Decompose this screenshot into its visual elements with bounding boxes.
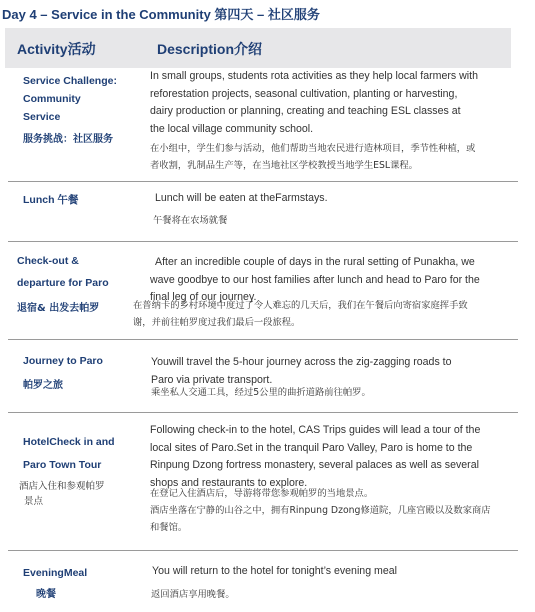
activity-column-header: Activity活动 bbox=[17, 41, 96, 57]
row-5-activity-line-2: Paro Town Tour bbox=[23, 459, 102, 471]
row-1-desc-zh-line-1: 在小组中，学生们参与活动，他们帮助当地农民进行造林项目，季节性种植，或 bbox=[150, 143, 476, 154]
row-6-description-zh: 返回酒店享用晚餐。 bbox=[151, 589, 235, 600]
row-2-activity: Lunch 午餐 bbox=[23, 194, 79, 206]
row-5-activity-zh-line-1: 酒店入住和参观帕罗 bbox=[19, 481, 105, 492]
row-5-desc-line-1: Following check-in to the hotel, CAS Trips guides will lead a tour of the bbox=[150, 424, 481, 436]
row-5-description-zh bbox=[150, 485, 491, 536]
row-4-activity-zh: 帕罗之旅 bbox=[23, 380, 63, 391]
row-divider bbox=[8, 550, 518, 551]
row-5-desc-zh-line-3: 和餐馆。 bbox=[150, 522, 188, 533]
row-6-description: You will return to the hotel for tonight’s evening meal bbox=[152, 565, 397, 577]
row-5-desc-line-3: Rinpung Dzong fortress monastery, several palaces as well as several bbox=[150, 459, 479, 471]
row-1-activity-zh: 服务挑战：社区服务 bbox=[23, 134, 113, 145]
row-1-activity-line-1: Service Challenge: bbox=[23, 75, 117, 87]
row-1-desc-line-1: In small groups, students rota activities as they help local farmers with bbox=[150, 70, 478, 82]
row-divider bbox=[8, 241, 518, 242]
row-3-desc-zh-line-1: 在普纳卡的乡村环境中度过了令人难忘的几天后，我们在午餐后向寄宿家庭挥手致 bbox=[133, 300, 468, 311]
table-header bbox=[5, 28, 511, 68]
row-1-desc-zh-line-2: 者收割，乳制品生产等，在当地社区学校教授当地学生ESL课程。 bbox=[150, 160, 418, 171]
row-5-desc-line-4: shops and restaurants to explore. bbox=[150, 476, 308, 489]
row-3-activity-line-2: departure for Paro bbox=[17, 277, 109, 289]
row-divider bbox=[8, 339, 518, 340]
row-1-description-zh bbox=[150, 140, 475, 174]
row-5-activity-zh bbox=[19, 479, 105, 509]
row-5-description bbox=[150, 422, 480, 492]
row-5-activity bbox=[23, 431, 115, 477]
page-title: Day 4 – Service in the Community 第四天 – 社区服务 bbox=[2, 7, 320, 22]
row-1-activity-line-3: Service bbox=[23, 111, 61, 123]
row-4-desc-line-1: Youwill travel the 5-hour journey across the zig-zagging roads to bbox=[151, 356, 452, 368]
row-3-desc-line-1: After an incredible couple of days in the rural setting of Punakha, we bbox=[155, 256, 475, 268]
row-3-desc-line-2: wave goodbye to our host families after lunch and head to Paro for the bbox=[150, 273, 480, 286]
row-4-desc-line-2: Paro via private transport. bbox=[151, 373, 273, 386]
row-6-activity-zh: 晚餐 bbox=[36, 589, 56, 600]
row-3-desc-zh-line-2: 谢，并前往帕罗度过我们最后一段旅程。 bbox=[133, 317, 301, 328]
row-4-description-zh: 乘坐私人交通工具，经过5公里的曲折道路前往帕罗。 bbox=[151, 387, 371, 398]
row-1-desc-line-2: reforestation projects, seasonal cultivation, planting or harvesting, bbox=[150, 87, 458, 100]
row-divider bbox=[8, 181, 518, 182]
row-6-activity: EveningMeal bbox=[23, 567, 88, 579]
row-3-activity bbox=[17, 250, 109, 294]
row-1-activity-line-2: Community bbox=[23, 93, 81, 105]
row-2-description-zh: 午餐将在农场就餐 bbox=[153, 215, 228, 226]
row-1-description bbox=[150, 68, 478, 138]
row-3-activity-line-1: Check-out & bbox=[17, 255, 79, 267]
row-5-desc-zh-line-2: 酒店坐落在宁静的山谷之中，拥有Rinpung Dzong修道院，几座宫殿以及数家商店 bbox=[150, 505, 491, 516]
row-2-description: Lunch will be eaten at theFarmstays. bbox=[155, 192, 328, 204]
row-5-activity-zh-line-2: 景点 bbox=[24, 496, 44, 507]
row-1-desc-line-3: dairy production or planning, creating and teaching ESL classes at bbox=[150, 105, 461, 117]
row-4-activity: Journey to Paro bbox=[23, 355, 103, 367]
row-5-desc-zh-line-1: 在登记入住酒店后，导游将带您参观帕罗的当地景点。 bbox=[150, 488, 374, 499]
row-1-activity bbox=[23, 72, 117, 126]
row-3-description-zh bbox=[133, 297, 468, 331]
row-5-desc-line-2: local sites of Paro.Set in the tranquil Paro Valley, Paro is home to the bbox=[150, 441, 473, 454]
row-3-activity-zh: 退宿& 出发去帕罗 bbox=[17, 303, 100, 314]
row-divider bbox=[8, 412, 518, 413]
row-3-desc-line-3: final leg of our journey. bbox=[150, 291, 257, 303]
row-5-activity-line-1: HotelCheck in and bbox=[23, 436, 115, 448]
description-column-header: Description介绍 bbox=[157, 41, 263, 57]
row-1-desc-line-4: the local village community school. bbox=[150, 122, 314, 135]
